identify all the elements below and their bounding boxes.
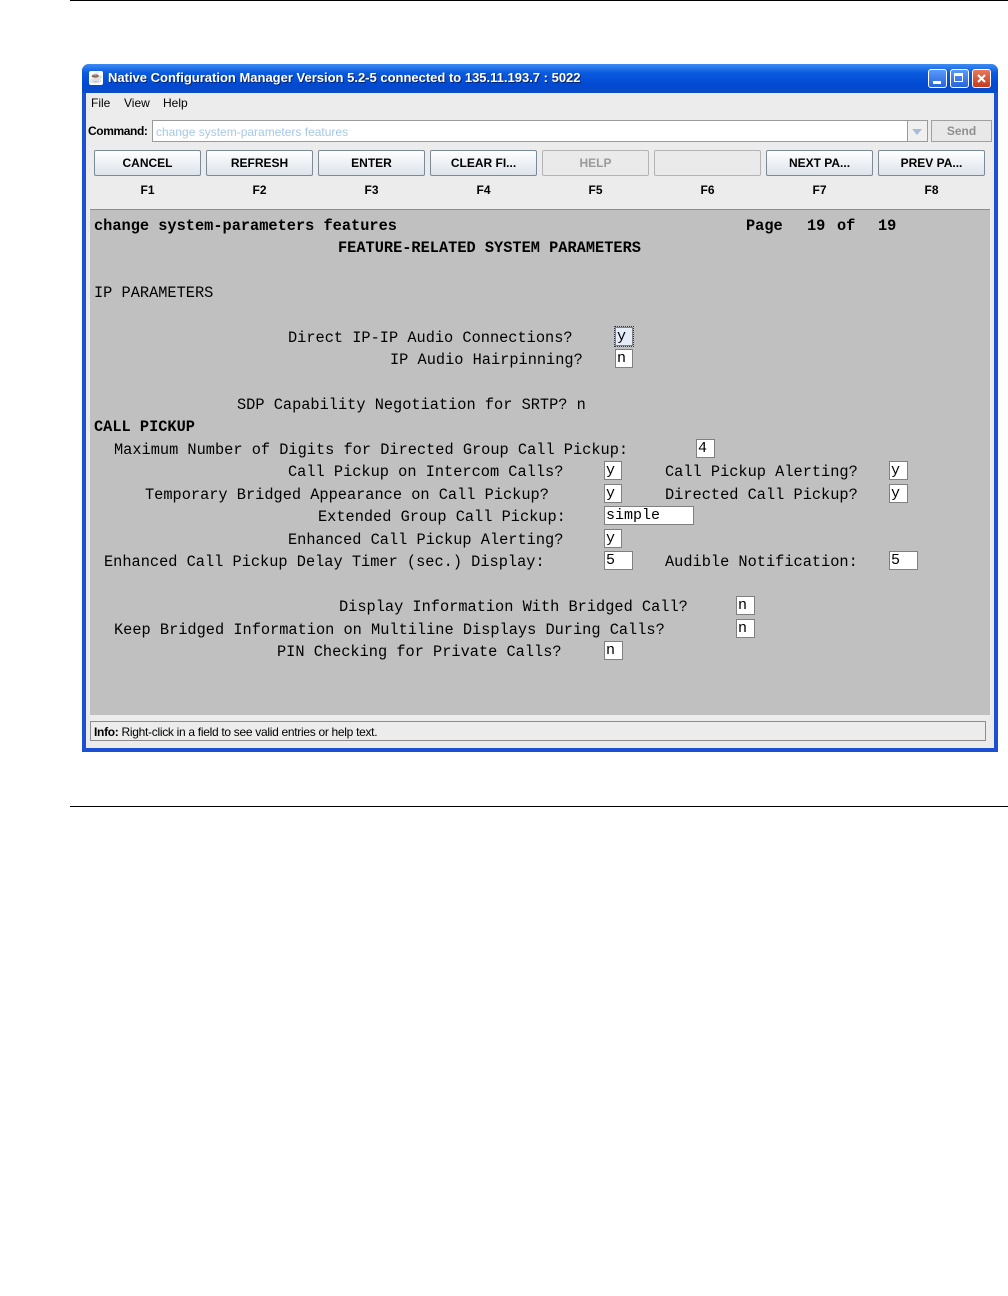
function-key-bar bbox=[86, 149, 994, 207]
enhanced-pickup-alerting-field[interactable]: y bbox=[604, 529, 622, 548]
audible-notification-label: Audible Notification: bbox=[665, 553, 858, 571]
display-bridged-field[interactable]: n bbox=[736, 596, 755, 615]
page-current: 19 bbox=[807, 217, 826, 235]
info-text: Right-click in a field to see valid entries or help text. bbox=[121, 725, 378, 739]
extended-group-pickup-field[interactable]: simple bbox=[604, 506, 694, 525]
pin-checking-label: PIN Checking for Private Calls? bbox=[277, 643, 562, 661]
call-pickup-heading: CALL PICKUP bbox=[94, 418, 195, 436]
page-bottom-rule bbox=[70, 806, 1008, 807]
max-digits-field[interactable]: 4 bbox=[696, 439, 715, 458]
ip-parameters-heading: IP PARAMETERS bbox=[94, 284, 214, 302]
window-title: Native Configuration Manager Version 5.2-5 connected to 135.11.193.7 : 5022 bbox=[108, 70, 581, 85]
pickup-alerting-field[interactable]: y bbox=[889, 461, 908, 480]
f6-button[interactable] bbox=[654, 150, 761, 176]
close-button[interactable] bbox=[972, 69, 991, 88]
f2-refresh-button[interactable]: REFRESH bbox=[206, 150, 313, 176]
terminal-form bbox=[90, 209, 990, 716]
extended-group-pickup-label: Extended Group Call Pickup: bbox=[318, 508, 566, 526]
direct-ip-label: Direct IP-IP Audio Connections? bbox=[288, 329, 573, 347]
minimize-button[interactable] bbox=[928, 69, 947, 88]
command-dropdown-button[interactable] bbox=[908, 120, 928, 142]
direct-ip-field[interactable]: y bbox=[615, 327, 633, 346]
maximize-button[interactable] bbox=[950, 69, 969, 88]
menu-bar bbox=[86, 93, 994, 113]
pickup-alerting-label: Call Pickup Alerting? bbox=[665, 463, 858, 481]
command-label: Command: bbox=[88, 124, 148, 138]
f4-clear-fields-button[interactable]: CLEAR FI... bbox=[430, 150, 537, 176]
send-button[interactable]: Send bbox=[931, 120, 992, 142]
hairpinning-field[interactable]: n bbox=[615, 349, 633, 368]
minimize-icon bbox=[933, 81, 941, 84]
f3-enter-button[interactable]: ENTER bbox=[318, 150, 425, 176]
keep-bridged-field[interactable]: n bbox=[736, 619, 755, 638]
info-bar bbox=[86, 715, 994, 748]
command-input[interactable]: change system-parameters features bbox=[152, 120, 908, 142]
pin-checking-field[interactable]: n bbox=[604, 641, 623, 660]
command-row bbox=[86, 118, 994, 144]
chevron-down-icon bbox=[912, 129, 922, 135]
delay-timer-display-field[interactable]: 5 bbox=[604, 551, 633, 570]
window-content bbox=[86, 93, 994, 748]
maximize-icon bbox=[954, 73, 963, 82]
menu-file[interactable]: File bbox=[91, 96, 111, 110]
app-window bbox=[82, 64, 998, 752]
keep-bridged-label: Keep Bridged Information on Multiline Displays During Calls? bbox=[114, 621, 665, 639]
page-of: of bbox=[837, 217, 856, 235]
f2-key-label: F2 bbox=[252, 183, 267, 197]
menu-view[interactable]: View bbox=[124, 96, 150, 110]
delay-timer-label: Enhanced Call Pickup Delay Timer (sec.) Display: bbox=[104, 553, 545, 571]
info-box bbox=[90, 721, 986, 741]
command-echo: change system-parameters features bbox=[94, 217, 397, 235]
java-app-icon: ☕ bbox=[89, 72, 103, 84]
directed-pickup-field[interactable]: y bbox=[889, 484, 908, 503]
f1-key-label: F1 bbox=[140, 183, 155, 197]
hairpinning-label: IP Audio Hairpinning? bbox=[390, 351, 583, 369]
intercom-pickup-field[interactable]: y bbox=[604, 461, 622, 480]
title-bar[interactable] bbox=[82, 64, 998, 93]
page-label: Page bbox=[746, 217, 783, 235]
f8-prev-page-button[interactable]: PREV PA... bbox=[878, 150, 985, 176]
max-digits-label: Maximum Number of Digits for Directed Group Call Pickup: bbox=[114, 441, 629, 459]
f8-key-label: F8 bbox=[924, 183, 939, 197]
close-icon bbox=[973, 70, 990, 87]
f4-key-label: F4 bbox=[476, 183, 491, 197]
f7-key-label: F7 bbox=[812, 183, 827, 197]
page-top-rule bbox=[70, 0, 1008, 1]
sdp-capability-label: SDP Capability Negotiation for SRTP? n bbox=[237, 396, 586, 414]
display-bridged-label: Display Information With Bridged Call? bbox=[339, 598, 688, 616]
enhanced-pickup-alerting-label: Enhanced Call Pickup Alerting? bbox=[288, 531, 564, 549]
f5-key-label: F5 bbox=[588, 183, 603, 197]
f6-key-label: F6 bbox=[700, 183, 715, 197]
page-total: 19 bbox=[878, 217, 897, 235]
intercom-pickup-label: Call Pickup on Intercom Calls? bbox=[288, 463, 564, 481]
info-label: Info: bbox=[94, 725, 119, 739]
f5-help-button[interactable]: HELP bbox=[542, 150, 649, 176]
menu-help[interactable]: Help bbox=[163, 96, 188, 110]
bridged-appearance-field[interactable]: y bbox=[604, 484, 622, 503]
f7-next-page-button[interactable]: NEXT PA... bbox=[766, 150, 873, 176]
f1-cancel-button[interactable]: CANCEL bbox=[94, 150, 201, 176]
audible-notification-field[interactable]: 5 bbox=[889, 551, 918, 570]
f3-key-label: F3 bbox=[364, 183, 379, 197]
form-heading: FEATURE-RELATED SYSTEM PARAMETERS bbox=[338, 239, 641, 257]
directed-pickup-label: Directed Call Pickup? bbox=[665, 486, 858, 504]
bridged-appearance-label: Temporary Bridged Appearance on Call Pickup? bbox=[145, 486, 549, 504]
